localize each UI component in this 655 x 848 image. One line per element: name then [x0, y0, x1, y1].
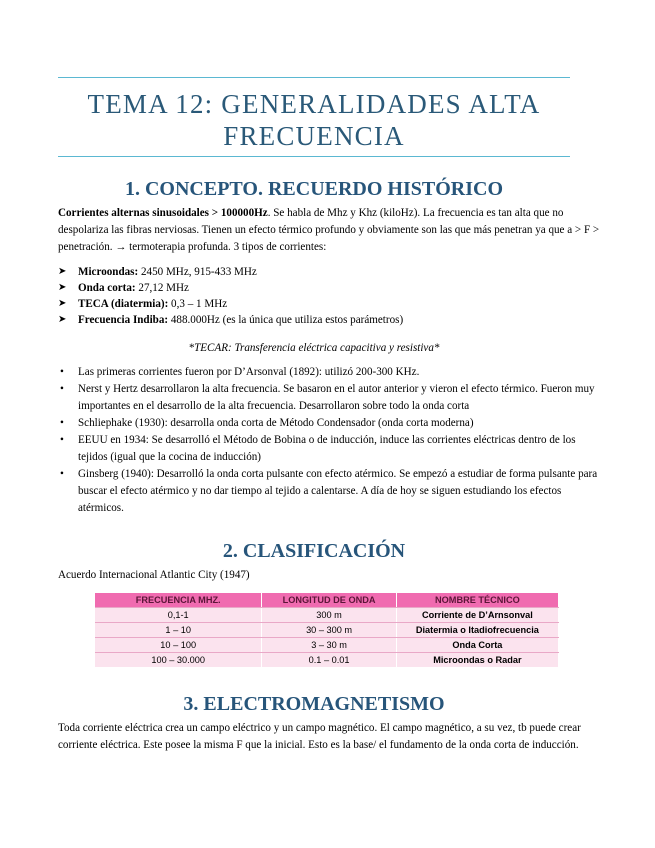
- table-cell: 0.1 – 0.01: [262, 653, 396, 668]
- table-row: [95, 638, 559, 653]
- intro-bold-text: Corrientes alternas sinusoidales > 100000Hz: [58, 207, 268, 219]
- intro-text: . Se habla de Mhz y Khz (kiloHz). La frecuencia es tan alta que no despolariza las fibras nerviosas. Tienen un efecto térmico profundo y obviamente son las que más penetran ya que a > F > penetración. → termoterapia profunda. 3 tipos de corrientes:: [58, 207, 600, 253]
- type-label: TECA (diatermia):: [78, 298, 169, 310]
- title-top-rule: [58, 77, 570, 78]
- page-title: TEMA 12: GENERALIDADES ALTA FRECUENCIA: [87, 89, 541, 151]
- bullet-dot-icon: •: [60, 434, 64, 446]
- table-cell: 300 m: [262, 608, 396, 623]
- current-types-list: [58, 264, 606, 328]
- table-cell: 0,1-1: [95, 608, 262, 623]
- list-item: [58, 364, 606, 381]
- section-1-heading: 1. CONCEPTO. RECUERDO HISTÓRICO: [124, 178, 504, 200]
- table-cell: 30 – 300 m: [262, 623, 396, 638]
- tecar-note: *TECAR: Transferencia eléctrica capacitiva y resistiva*: [188, 342, 440, 354]
- column-header: NOMBRE TÉCNICO: [396, 593, 558, 608]
- classification-intro: Acuerdo Internacional Atlantic City (1947): [58, 569, 250, 581]
- list-item: [58, 280, 606, 296]
- column-header: LONGITUD DE ONDA: [262, 593, 396, 608]
- list-item: [58, 415, 606, 432]
- type-value: 27,12 MHz: [135, 282, 189, 294]
- bullet-dot-icon: •: [60, 468, 64, 480]
- history-text: Las primeras corrientes fueron por D’Arsonval (1892): utilizó 200-300 KHz.: [78, 366, 420, 378]
- classification-table: [95, 593, 559, 667]
- history-text: EEUU en 1934: Se desarrolló el Método de Bobina o de inducción, induce las corrientes eléctricas dentro de los tejidos (igual que la cocina de inducción): [78, 434, 576, 463]
- table-cell: 1 – 10: [95, 623, 262, 638]
- type-value: 0,3 – 1 MHz: [168, 298, 228, 310]
- history-list: [58, 364, 606, 517]
- arrowhead-icon: ➤: [58, 282, 67, 293]
- section-1-intro: [58, 205, 606, 256]
- list-item: [58, 264, 606, 280]
- list-item: [58, 296, 606, 312]
- column-header: FRECUENCIA MHZ.: [95, 593, 262, 608]
- table-cell: Microondas o Radar: [396, 653, 558, 668]
- arrowhead-icon: ➤: [58, 266, 67, 277]
- history-text: Schliephake (1930): desarrolla onda corta de Método Condensador (onda corta moderna): [78, 417, 474, 429]
- arrowhead-icon: ➤: [58, 298, 67, 309]
- table-row: [95, 608, 559, 623]
- type-label: Microondas:: [78, 266, 139, 278]
- history-text: Ginsberg (1940): Desarrolló la onda corta pulsante con efecto atérmico. Se empezó a estudiar de forma pulsante para buscar el efecto atérmico y no dar tiempo al tejido a calentarse. A día de hoy se siguen estudiando los efectos atérmicos.: [78, 468, 598, 514]
- table-header-row: [95, 593, 559, 608]
- table-cell: 10 – 100: [95, 638, 262, 653]
- type-value: 488.000Hz (es la única que utiliza estos parámetros): [168, 314, 404, 326]
- history-text: Nerst y Hertz desarrollaron la alta frecuencia. Se basaron en el autor anterior y vieron el efecto térmico. Fueron muy importantes en el desarrollo de la alta frecuencia. Desarrollaron sobre todo la onda corta: [78, 383, 595, 412]
- bullet-dot-icon: •: [60, 366, 64, 378]
- arrowhead-icon: ➤: [58, 314, 67, 325]
- list-item: [58, 381, 606, 415]
- table-row: [95, 653, 559, 668]
- list-item: [58, 312, 606, 328]
- section-2-heading: 2. CLASIFICACIÓN: [222, 540, 406, 562]
- list-item: [58, 466, 606, 517]
- type-label: Frecuencia Indiba:: [78, 314, 169, 326]
- section-3-heading: 3. ELECTROMAGNETISMO: [183, 693, 445, 715]
- table-cell: Diatermia o Itadiofrecuencia: [396, 623, 558, 638]
- table-cell: 100 – 30.000: [95, 653, 262, 668]
- table-cell: Corriente de D’Arnsonval: [396, 608, 558, 623]
- table-cell: Onda Corta: [396, 638, 558, 653]
- bullet-dot-icon: •: [60, 383, 64, 395]
- electromagnetism-text: Toda corriente eléctrica crea un campo eléctrico y un campo magnético. El campo magnético, a su vez, tb puede crear corriente eléctrica. Este posee la misma F que la inicial. Esto es la base/ el fundamento de la onda corta de inducción.: [58, 722, 581, 751]
- title-bottom-rule: [58, 156, 570, 157]
- table-row: [95, 623, 559, 638]
- list-item: [58, 432, 606, 466]
- bullet-dot-icon: •: [60, 417, 64, 429]
- table-cell: 3 – 30 m: [262, 638, 396, 653]
- type-label: Onda corta:: [78, 282, 136, 294]
- type-value: 2450 MHz, 915-433 MHz: [138, 266, 257, 278]
